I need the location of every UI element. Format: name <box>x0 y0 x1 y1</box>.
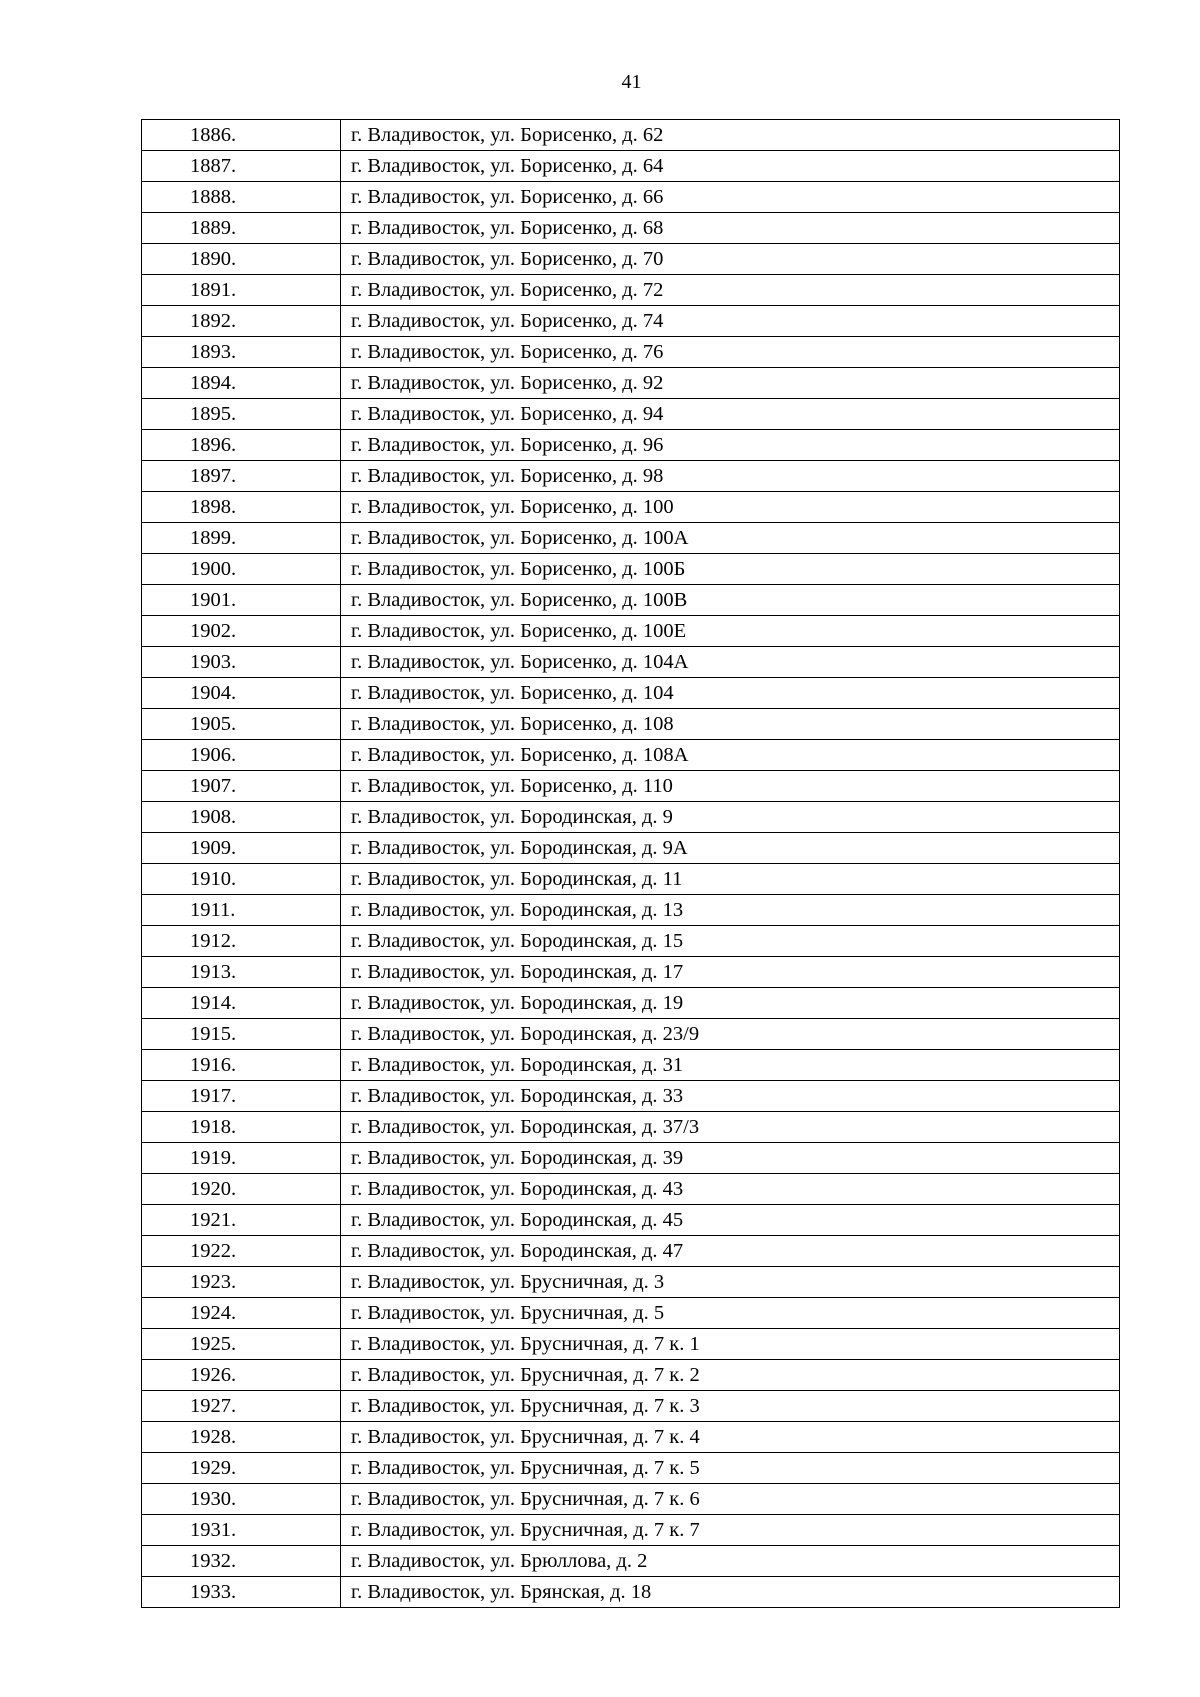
row-number-cell: 1917. <box>142 1081 341 1112</box>
table-row <box>142 1081 1120 1112</box>
address-cell: г. Владивосток, ул. Брянская, д. 18 <box>341 1577 1120 1608</box>
row-number-cell: 1922. <box>142 1236 341 1267</box>
address-cell: г. Владивосток, ул. Брусничная, д. 7 к. 2 <box>341 1360 1120 1391</box>
table-row <box>142 461 1120 492</box>
row-number-cell: 1896. <box>142 430 341 461</box>
row-number-cell: 1894. <box>142 368 341 399</box>
address-cell: г. Владивосток, ул. Борисенко, д. 104 <box>341 678 1120 709</box>
table-row <box>142 957 1120 988</box>
table-row <box>142 585 1120 616</box>
row-number-cell: 1900. <box>142 554 341 585</box>
address-cell: г. Владивосток, ул. Брусничная, д. 7 к. 1 <box>341 1329 1120 1360</box>
row-number-cell: 1933. <box>142 1577 341 1608</box>
row-number-cell: 1932. <box>142 1546 341 1577</box>
row-number-cell: 1909. <box>142 833 341 864</box>
table-row <box>142 1298 1120 1329</box>
address-cell: г. Владивосток, ул. Бородинская, д. 39 <box>341 1143 1120 1174</box>
address-cell: г. Владивосток, ул. Борисенко, д. 70 <box>341 244 1120 275</box>
address-cell: г. Владивосток, ул. Борисенко, д. 104А <box>341 647 1120 678</box>
table-row <box>142 430 1120 461</box>
address-cell: г. Владивосток, ул. Бородинская, д. 17 <box>341 957 1120 988</box>
address-cell: г. Владивосток, ул. Бородинская, д. 11 <box>341 864 1120 895</box>
address-cell: г. Владивосток, ул. Борисенко, д. 100А <box>341 523 1120 554</box>
address-cell: г. Владивосток, ул. Борисенко, д. 64 <box>341 151 1120 182</box>
row-number-cell: 1925. <box>142 1329 341 1360</box>
table-row <box>142 368 1120 399</box>
table-row <box>142 895 1120 926</box>
row-number-cell: 1886. <box>142 120 341 151</box>
table-row <box>142 1019 1120 1050</box>
address-cell: г. Владивосток, ул. Бородинская, д. 33 <box>341 1081 1120 1112</box>
address-cell: г. Владивосток, ул. Брусничная, д. 7 к. 6 <box>341 1484 1120 1515</box>
row-number-cell: 1920. <box>142 1174 341 1205</box>
address-cell: г. Владивосток, ул. Борисенко, д. 100Б <box>341 554 1120 585</box>
row-number-cell: 1893. <box>142 337 341 368</box>
address-table-body <box>142 120 1120 1608</box>
page-number: 41 <box>621 71 642 93</box>
address-cell: г. Владивосток, ул. Брусничная, д. 7 к. 4 <box>341 1422 1120 1453</box>
row-number-cell: 1898. <box>142 492 341 523</box>
address-cell: г. Владивосток, ул. Бородинская, д. 19 <box>341 988 1120 1019</box>
table-row <box>142 1360 1120 1391</box>
address-cell: г. Владивосток, ул. Борисенко, д. 98 <box>341 461 1120 492</box>
table-row <box>142 771 1120 802</box>
address-cell: г. Владивосток, ул. Борисенко, д. 66 <box>341 182 1120 213</box>
table-row <box>142 1515 1120 1546</box>
address-cell: г. Владивосток, ул. Борисенко, д. 110 <box>341 771 1120 802</box>
table-row <box>142 244 1120 275</box>
table-row <box>142 1484 1120 1515</box>
table-row <box>142 1577 1120 1608</box>
row-number-cell: 1911. <box>142 895 341 926</box>
address-cell: г. Владивосток, ул. Бородинская, д. 13 <box>341 895 1120 926</box>
address-cell: г. Владивосток, ул. Борисенко, д. 68 <box>341 213 1120 244</box>
address-cell: г. Владивосток, ул. Бородинская, д. 43 <box>341 1174 1120 1205</box>
row-number-cell: 1890. <box>142 244 341 275</box>
address-cell: г. Владивосток, ул. Борисенко, д. 100 <box>341 492 1120 523</box>
table-row <box>142 337 1120 368</box>
address-cell: г. Владивосток, ул. Бородинская, д. 9 <box>341 802 1120 833</box>
row-number-cell: 1887. <box>142 151 341 182</box>
row-number-cell: 1892. <box>142 306 341 337</box>
table-row <box>142 833 1120 864</box>
address-cell: г. Владивосток, ул. Брусничная, д. 7 к. 7 <box>341 1515 1120 1546</box>
row-number-cell: 1919. <box>142 1143 341 1174</box>
table-row <box>142 926 1120 957</box>
row-number-cell: 1918. <box>142 1112 341 1143</box>
row-number-cell: 1926. <box>142 1360 341 1391</box>
address-cell: г. Владивосток, ул. Брусничная, д. 7 к. 5 <box>341 1453 1120 1484</box>
table-row <box>142 1329 1120 1360</box>
table-row <box>142 709 1120 740</box>
row-number-cell: 1930. <box>142 1484 341 1515</box>
table-row <box>142 740 1120 771</box>
address-cell: г. Владивосток, ул. Бородинская, д. 45 <box>341 1205 1120 1236</box>
address-cell: г. Владивосток, ул. Борисенко, д. 100Е <box>341 616 1120 647</box>
table-row <box>142 988 1120 1019</box>
row-number-cell: 1914. <box>142 988 341 1019</box>
address-cell: г. Владивосток, ул. Борисенко, д. 92 <box>341 368 1120 399</box>
row-number-cell: 1923. <box>142 1267 341 1298</box>
address-cell: г. Владивосток, ул. Брусничная, д. 5 <box>341 1298 1120 1329</box>
row-number-cell: 1928. <box>142 1422 341 1453</box>
table-row <box>142 1236 1120 1267</box>
address-cell: г. Владивосток, ул. Борисенко, д. 72 <box>341 275 1120 306</box>
table-row <box>142 523 1120 554</box>
table-row <box>142 399 1120 430</box>
table-row <box>142 1453 1120 1484</box>
table-row <box>142 864 1120 895</box>
row-number-cell: 1906. <box>142 740 341 771</box>
table-row <box>142 182 1120 213</box>
row-number-cell: 1889. <box>142 213 341 244</box>
table-row <box>142 802 1120 833</box>
row-number-cell: 1901. <box>142 585 341 616</box>
address-cell: г. Владивосток, ул. Борисенко, д. 108А <box>341 740 1120 771</box>
table-row <box>142 1422 1120 1453</box>
row-number-cell: 1931. <box>142 1515 341 1546</box>
table-row <box>142 1267 1120 1298</box>
address-cell: г. Владивосток, ул. Борисенко, д. 76 <box>341 337 1120 368</box>
table-row <box>142 1143 1120 1174</box>
row-number-cell: 1924. <box>142 1298 341 1329</box>
row-number-cell: 1916. <box>142 1050 341 1081</box>
row-number-cell: 1905. <box>142 709 341 740</box>
table-row <box>142 120 1120 151</box>
table-row <box>142 151 1120 182</box>
table-row <box>142 1050 1120 1081</box>
address-cell: г. Владивосток, ул. Борисенко, д. 108 <box>341 709 1120 740</box>
table-row <box>142 554 1120 585</box>
table-row <box>142 1391 1120 1422</box>
table-row <box>142 1205 1120 1236</box>
address-cell: г. Владивосток, ул. Бородинская, д. 23/9 <box>341 1019 1120 1050</box>
address-cell: г. Владивосток, ул. Бородинская, д. 9А <box>341 833 1120 864</box>
address-cell: г. Владивосток, ул. Бородинская, д. 15 <box>341 926 1120 957</box>
address-cell: г. Владивосток, ул. Бородинская, д. 47 <box>341 1236 1120 1267</box>
row-number-cell: 1927. <box>142 1391 341 1422</box>
row-number-cell: 1929. <box>142 1453 341 1484</box>
address-cell: г. Владивосток, ул. Борисенко, д. 94 <box>341 399 1120 430</box>
address-cell: г. Владивосток, ул. Бородинская, д. 31 <box>341 1050 1120 1081</box>
address-cell: г. Владивосток, ул. Брусничная, д. 3 <box>341 1267 1120 1298</box>
table-row <box>142 213 1120 244</box>
address-cell: г. Владивосток, ул. Борисенко, д. 100В <box>341 585 1120 616</box>
row-number-cell: 1903. <box>142 647 341 678</box>
address-cell: г. Владивосток, ул. Борисенко, д. 74 <box>341 306 1120 337</box>
row-number-cell: 1904. <box>142 678 341 709</box>
row-number-cell: 1897. <box>142 461 341 492</box>
table-row <box>142 306 1120 337</box>
address-cell: г. Владивосток, ул. Бородинская, д. 37/3 <box>341 1112 1120 1143</box>
address-cell: г. Владивосток, ул. Брусничная, д. 7 к. 3 <box>341 1391 1120 1422</box>
table-row <box>142 678 1120 709</box>
table-row <box>142 1546 1120 1577</box>
row-number-cell: 1891. <box>142 275 341 306</box>
address-table <box>141 119 1120 1608</box>
row-number-cell: 1921. <box>142 1205 341 1236</box>
row-number-cell: 1888. <box>142 182 341 213</box>
row-number-cell: 1902. <box>142 616 341 647</box>
address-cell: г. Владивосток, ул. Брюллова, д. 2 <box>341 1546 1120 1577</box>
row-number-cell: 1907. <box>142 771 341 802</box>
row-number-cell: 1899. <box>142 523 341 554</box>
table-row <box>142 616 1120 647</box>
row-number-cell: 1913. <box>142 957 341 988</box>
row-number-cell: 1895. <box>142 399 341 430</box>
row-number-cell: 1908. <box>142 802 341 833</box>
table-row <box>142 492 1120 523</box>
row-number-cell: 1912. <box>142 926 341 957</box>
row-number-cell: 1915. <box>142 1019 341 1050</box>
table-row <box>142 647 1120 678</box>
address-cell: г. Владивосток, ул. Борисенко, д. 96 <box>341 430 1120 461</box>
table-row <box>142 1174 1120 1205</box>
address-cell: г. Владивосток, ул. Борисенко, д. 62 <box>341 120 1120 151</box>
table-row <box>142 275 1120 306</box>
row-number-cell: 1910. <box>142 864 341 895</box>
table-row <box>142 1112 1120 1143</box>
